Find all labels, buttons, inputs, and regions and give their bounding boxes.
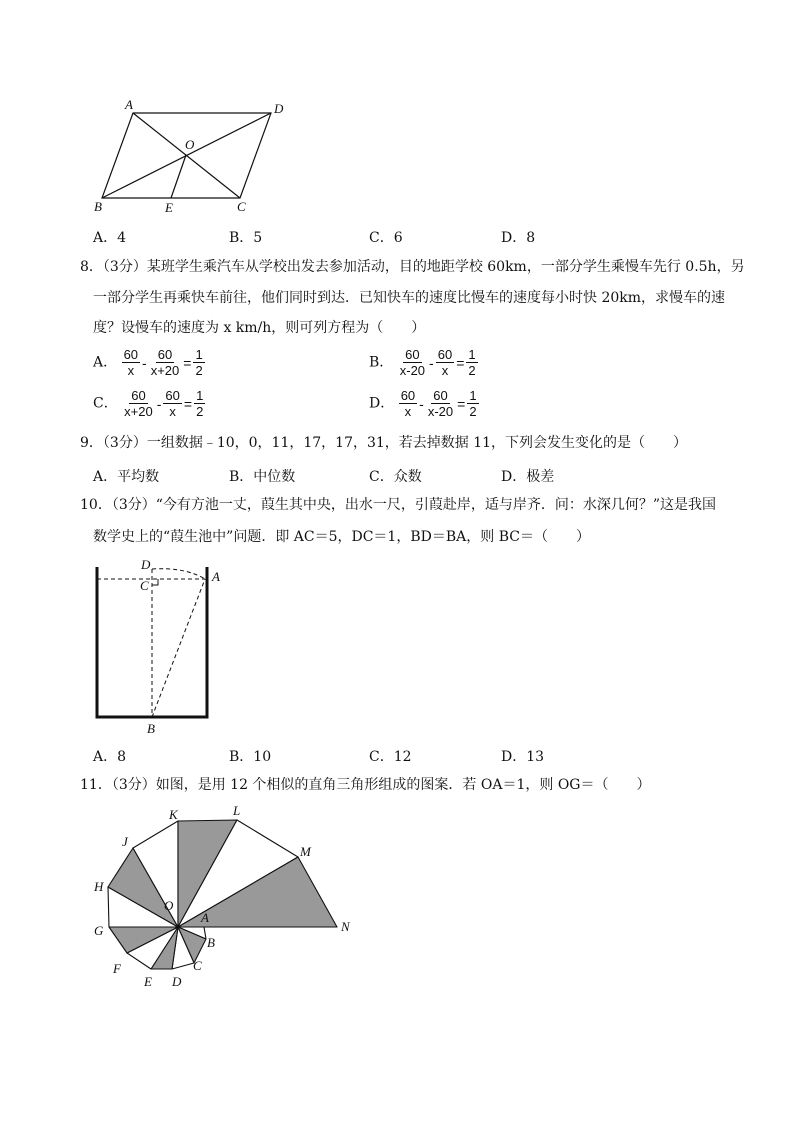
fraction: $\frac{60}{x}$ [400,388,416,419]
fraction: $\frac{1}{2}$ [195,347,203,378]
label-f: F [113,961,121,976]
q8-stem-line2: 一部分学生再乘快车前往，他们同时到达．已知快车的速度比慢车的速度每小时快 20km，求慢车的速 [93,290,726,306]
fraction: $\frac{60}{x}$ [165,388,180,419]
label-j: J [122,834,128,849]
label-b: B [94,199,102,214]
q8-option-d[interactable]: D． $\frac{60}{x}$ - $\frac{60}{x-20}$ = $\frac{1}{2}$ [369,388,477,419]
q7-option-a[interactable]: A．4 [93,230,127,246]
q7-parallelogram-figure [85,95,300,220]
fraction: $\frac{1}{2}$ [196,388,204,419]
q9-option-c[interactable]: C．众数 [369,469,422,485]
fraction: $\frac{1}{2}$ [469,388,477,419]
label-g: G [94,923,104,938]
fraction: $\frac{60}{x+20}$ [124,388,153,419]
label-d: D [274,101,284,116]
diagonal-bd [102,113,271,198]
q8-option-b[interactable]: B． $\frac{60}{x-20}$ - $\frac{60}{x}$ = $\frac{1}{2}$ [369,347,476,378]
label-c: C [140,578,149,593]
q10-option-a[interactable]: A．8 [93,749,127,765]
q8-stem-line3: 度？设慢车的速度为 x km/h，则可列方程为（ ） [93,320,426,336]
q9-stem: 9．（3分）一组数据﹣10，0，11，17，17，31，若去掉数据 11，下列会发生变化的是（ ） [80,435,688,451]
q7-option-d[interactable]: D．8 [501,230,536,246]
q10-stem-line2: 数学史上的“葭生池中”问题．即 AC＝5，DC＝1，BD＝BA，则 BC＝（ ） [93,529,590,545]
reed-ba [152,579,205,717]
q10-option-d[interactable]: D．13 [501,749,545,765]
label-e: E [165,200,173,215]
fraction: $\frac{60}{x-20}$ [427,388,454,419]
label-l: L [233,803,241,818]
fraction: $\frac{60}{x-20}$ [399,347,426,378]
label-c: C [193,958,202,973]
q10-stem-line1: 10．（3分）“今有方池一丈，葭生其中央，出水一尺，引葭赴岸，适与岸齐．问：水深几何？”这是我国 [80,497,717,513]
arc-da [152,569,205,579]
label-m: M [300,844,311,859]
q7-option-b[interactable]: B．5 [229,230,263,246]
label-e: E [144,974,152,989]
q11-spiral-triangles-figure [85,800,370,995]
label-a: A [125,97,133,112]
fraction: $\frac{60}{x}$ [437,347,453,378]
fraction: $\frac{60}{x}$ [123,347,139,378]
label-n: N [341,919,350,934]
fraction: $\frac{60}{x+20}$ [150,347,180,378]
q9-option-d[interactable]: D．极差 [501,469,555,485]
q11-stem: 11．（3分）如图，是用 12 个相似的直角三角形组成的图案．若 OA＝1，则 OG＝（ ） [80,777,651,793]
label-d: D [141,557,151,572]
q7-option-c[interactable]: C．6 [369,230,403,246]
label-a: A [212,569,220,584]
q10-option-c[interactable]: C．12 [369,749,412,765]
label-a: A [201,910,209,925]
q8-option-a[interactable]: A． $\frac{60}{x}$ - $\frac{60}{x+20}$ = $\frac{1}{2}$ [93,347,203,378]
label-o: O [185,137,195,152]
q10-pond-figure [85,555,235,740]
fraction: $\frac{1}{2}$ [468,347,476,378]
label-c: C [237,199,246,214]
q9-option-a[interactable]: A．平均数 [93,469,160,485]
q8-stem-line1: 8．（3分）某班学生乘汽车从学校出发去参加活动，目的地距学校 60km，一部分学生乘慢车先行 0.5h，另 [80,259,745,275]
label-o: O [164,898,174,913]
label-b: B [147,721,155,736]
segment-oe [171,155,186,198]
q8-option-c[interactable]: C． $\frac{60}{x+20}$ - $\frac{60}{x}$ = $\frac{1}{2}$ [93,388,204,419]
right-angle-mark [152,579,158,585]
label-b: B [207,935,215,950]
q10-option-b[interactable]: B．10 [229,749,272,765]
q9-option-b[interactable]: B．中位数 [229,469,296,485]
label-k: K [169,807,178,822]
label-d: D [172,974,182,989]
label-h: H [94,879,104,894]
